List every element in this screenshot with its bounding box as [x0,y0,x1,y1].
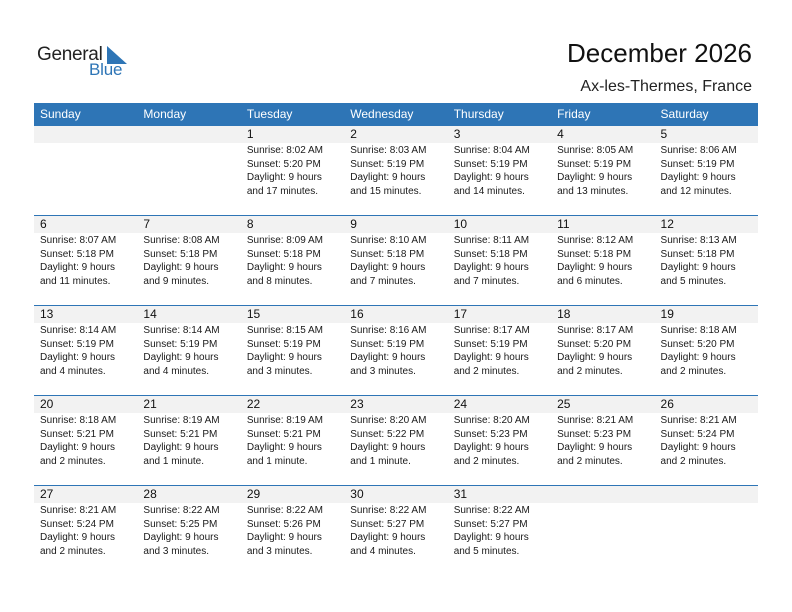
daylight-text: Daylight: 9 hours [350,442,426,453]
sunset-text: Sunset: 5:23 PM [453,428,528,440]
calendar-day-cell [448,126,551,215]
calendar-day-cell [344,216,447,305]
day-sun-info [454,324,530,378]
daylight-minutes-text: and 15 minutes. [350,185,422,197]
daylight-minutes-text: and 1 minute. [246,455,308,467]
sunrise-text: Sunrise: 8:13 AM [660,235,737,246]
sunset-text: Sunset: 5:19 PM [453,338,528,350]
sunset-text: Sunset: 5:19 PM [40,338,114,350]
calendar-day-cell [655,126,758,215]
day-number: 5 [660,127,668,141]
day-number: 18 [557,307,571,321]
page-title: December 2026 [567,38,752,68]
daylight-minutes-text: and 5 minutes. [453,545,520,557]
calendar-day-cell [655,216,758,305]
daylight-minutes-text: and 5 minutes. [660,275,727,287]
daylight-minutes-text: and 4 minutes. [143,365,210,377]
weekday-monday: Monday [143,107,187,121]
weekday-saturday: Saturday [660,107,709,121]
logo-blue-text: Blue [89,60,123,79]
sunrise-text: Sunrise: 8:17 AM [453,325,530,336]
daylight-text: Daylight: 9 hours [453,172,529,183]
calendar-day-cell [551,396,654,485]
daylight-text: Daylight: 9 hours [40,442,116,453]
day-sun-info [350,234,426,288]
day-sun-info [557,414,633,468]
sunset-text: Sunset: 5:19 PM [660,158,735,170]
daylight-text: Daylight: 9 hours [660,442,736,453]
sunrise-text: Sunrise: 8:20 AM [453,415,530,426]
sunrise-text: Sunrise: 8:03 AM [350,145,427,156]
daylight-text: Daylight: 9 hours [246,442,322,453]
sunset-text: Sunset: 5:24 PM [40,518,114,530]
sunset-text: Sunset: 5:27 PM [453,518,528,530]
calendar-day-cell [241,306,344,395]
calendar-day-cell [241,216,344,305]
daylight-text: Daylight: 9 hours [246,262,322,273]
daylight-minutes-text: and 1 minute. [350,455,411,467]
calendar-day-cell [344,396,447,485]
daylight-minutes-text: and 3 minutes. [143,545,210,557]
daylight-text: Daylight: 9 hours [246,532,322,543]
sunrise-text: Sunrise: 8:10 AM [350,235,427,246]
calendar-day-cell [344,306,447,395]
sunset-text: Sunset: 5:24 PM [660,428,735,440]
day-number: 22 [246,397,261,411]
sunset-text: Sunset: 5:23 PM [557,428,632,440]
daylight-text: Daylight: 9 hours [350,262,426,273]
day-number: 28 [143,487,157,501]
day-sun-info [143,414,219,468]
daylight-text: Daylight: 9 hours [143,442,219,453]
day-number: 23 [350,397,364,411]
sunset-text: Sunset: 5:18 PM [350,248,425,260]
calendar-week-row [34,125,758,215]
day-sun-info [557,144,633,198]
sunrise-text: Sunrise: 8:04 AM [453,145,530,156]
day-sun-info [454,234,529,288]
day-sun-info [350,144,426,198]
day-number: 17 [453,307,468,321]
calendar-week-row [34,215,758,305]
daylight-text: Daylight: 9 hours [557,352,633,363]
day-number: 3 [453,127,461,141]
sunrise-text: Sunrise: 8:16 AM [350,325,427,336]
daylight-minutes-text: and 11 minutes. [40,275,111,287]
sunrise-text: Sunrise: 8:22 AM [453,505,530,516]
weekday-thursday: Thursday [453,107,504,121]
sunset-text: Sunset: 5:18 PM [557,248,632,260]
day-sun-info [247,504,323,558]
day-header-band [551,486,654,503]
daylight-text: Daylight: 9 hours [557,262,633,273]
sunrise-text: Sunrise: 8:05 AM [557,145,634,156]
calendar-empty-cell [551,486,654,575]
day-number: 1 [246,127,254,141]
daylight-text: Daylight: 9 hours [557,442,633,453]
daylight-minutes-text: and 2 minutes. [660,455,727,467]
daylight-text: Daylight: 9 hours [453,442,529,453]
day-number: 13 [40,307,54,321]
daylight-text: Daylight: 9 hours [660,172,736,183]
sunset-text: Sunset: 5:19 PM [350,338,425,350]
daylight-minutes-text: and 7 minutes. [350,275,416,287]
day-number: 6 [40,217,47,231]
sunset-text: Sunset: 5:26 PM [246,518,321,530]
day-sun-info [143,504,219,558]
sunrise-text: Sunrise: 8:20 AM [350,415,427,426]
day-number: 25 [557,397,571,411]
day-sun-info [661,414,737,468]
sunset-text: Sunset: 5:21 PM [40,428,114,440]
day-number: 2 [350,127,357,141]
calendar-day-cell [448,216,551,305]
logo-general-text: General [37,44,103,65]
day-header-band [137,216,240,233]
sunset-text: Sunset: 5:25 PM [143,518,218,530]
calendar-day-cell [448,486,551,575]
daylight-minutes-text: and 9 minutes. [143,275,210,287]
day-number: 8 [246,217,254,231]
day-sun-info [350,504,426,558]
day-sun-info [247,324,323,378]
calendar-day-cell [137,396,240,485]
daylight-minutes-text: and 3 minutes. [246,545,313,557]
daylight-text: Daylight: 9 hours [660,352,736,363]
day-number: 12 [660,217,674,231]
day-number: 26 [660,397,674,411]
calendar-day-cell [655,306,758,395]
calendar-empty-cell [34,126,137,215]
sunrise-text: Sunrise: 8:14 AM [40,325,117,336]
day-number: 11 [557,217,570,231]
sunrise-text: Sunrise: 8:22 AM [246,505,323,516]
calendar-day-cell [551,126,654,215]
calendar-empty-cell [655,486,758,575]
sunset-text: Sunset: 5:19 PM [246,338,321,350]
calendar-day-cell [344,126,447,215]
sunset-text: Sunset: 5:18 PM [143,248,218,260]
sunrise-text: Sunrise: 8:21 AM [660,415,737,426]
daylight-minutes-text: and 6 minutes. [557,275,623,287]
daylight-text: Daylight: 9 hours [246,172,322,183]
day-sun-info [247,414,323,468]
day-sun-info [454,414,530,468]
day-number: 10 [453,217,468,231]
day-sun-info [247,234,323,288]
day-number: 4 [557,127,564,141]
sunrise-text: Sunrise: 8:17 AM [557,325,634,336]
day-header-band [34,126,137,143]
sunrise-text: Sunrise: 8:15 AM [246,325,323,336]
daylight-minutes-text: and 1 minute. [143,455,205,467]
calendar-day-cell [344,486,447,575]
day-header-band [344,126,447,143]
day-sun-info [40,414,116,468]
logo [37,44,137,80]
daylight-minutes-text: and 4 minutes. [350,545,416,557]
day-sun-info [40,234,116,288]
calendar-day-cell [448,306,551,395]
day-sun-info [350,324,426,378]
day-sun-info [661,144,737,198]
calendar-empty-cell [137,126,240,215]
weekday-sunday: Sunday [40,107,81,121]
day-number: 14 [143,307,157,321]
daylight-minutes-text: and 14 minutes. [453,185,525,197]
sunset-text: Sunset: 5:19 PM [143,338,218,350]
daylight-text: Daylight: 9 hours [143,352,219,363]
daylight-minutes-text: and 4 minutes. [40,365,106,377]
day-sun-info [661,234,737,288]
daylight-minutes-text: and 2 minutes. [453,365,520,377]
daylight-text: Daylight: 9 hours [453,352,529,363]
sunset-text: Sunset: 5:19 PM [453,158,528,170]
daylight-minutes-text: and 7 minutes. [453,275,520,287]
sunset-text: Sunset: 5:18 PM [246,248,321,260]
day-sun-info [454,504,530,558]
daylight-minutes-text: and 13 minutes. [557,185,629,197]
sunrise-text: Sunrise: 8:02 AM [246,145,323,156]
calendar-week-row [34,485,758,575]
sunrise-text: Sunrise: 8:22 AM [350,505,427,516]
day-number: 9 [350,217,357,231]
calendar-day-cell [34,396,137,485]
weekday-tuesday: Tuesday [246,107,293,121]
day-sun-info [40,324,116,378]
calendar-day-cell [551,306,654,395]
daylight-text: Daylight: 9 hours [557,172,633,183]
weekday-friday: Friday [557,107,591,121]
calendar-day-cell [241,486,344,575]
day-number: 15 [246,307,261,321]
weekday-header [34,103,758,125]
calendar-week-row [34,305,758,395]
daylight-minutes-text: and 2 minutes. [557,365,623,377]
daylight-text: Daylight: 9 hours [453,532,529,543]
day-header-band [241,216,344,233]
sunrise-text: Sunrise: 8:12 AM [557,235,634,246]
daylight-minutes-text: and 17 minutes. [246,185,319,197]
calendar-day-cell [137,486,240,575]
daylight-minutes-text: and 2 minutes. [453,455,520,467]
calendar-day-cell [241,126,344,215]
sunset-text: Sunset: 5:19 PM [557,158,632,170]
daylight-minutes-text: and 2 minutes. [557,455,623,467]
day-number: 7 [143,217,151,231]
sunrise-text: Sunrise: 8:06 AM [660,145,737,156]
day-header-band [551,126,654,143]
daylight-text: Daylight: 9 hours [350,532,426,543]
daylight-text: Daylight: 9 hours [660,262,736,273]
sunset-text: Sunset: 5:18 PM [453,248,528,260]
daylight-text: Daylight: 9 hours [350,352,426,363]
daylight-minutes-text: and 2 minutes. [40,455,106,467]
day-header-band [34,216,137,233]
weekday-wednesday: Wednesday [350,107,414,121]
sunrise-text: Sunrise: 8:22 AM [143,505,220,516]
calendar-day-cell [241,396,344,485]
sunrise-text: Sunrise: 8:07 AM [40,235,117,246]
day-number: 20 [40,397,54,411]
day-sun-info [143,234,219,288]
sunset-text: Sunset: 5:19 PM [350,158,425,170]
day-number: 30 [350,487,364,501]
daylight-minutes-text: and 3 minutes. [246,365,313,377]
day-sun-info [557,324,633,378]
day-header-band [655,486,758,503]
calendar-day-cell [34,486,137,575]
day-sun-info [454,144,530,198]
calendar-day-cell [34,216,137,305]
day-sun-info [557,234,633,288]
sunset-text: Sunset: 5:20 PM [557,338,632,350]
day-header-band [448,126,551,143]
daylight-minutes-text: and 2 minutes. [40,545,106,557]
sunrise-text: Sunrise: 8:19 AM [143,415,220,426]
day-number: 29 [246,487,261,501]
day-header-band [344,216,447,233]
sunset-text: Sunset: 5:22 PM [350,428,425,440]
daylight-minutes-text: and 8 minutes. [246,275,313,287]
daylight-text: Daylight: 9 hours [246,352,322,363]
sunset-text: Sunset: 5:20 PM [660,338,735,350]
day-number: 16 [350,307,364,321]
daylight-text: Daylight: 9 hours [143,262,219,273]
sunrise-text: Sunrise: 8:18 AM [660,325,737,336]
day-header-band [655,126,758,143]
daylight-text: Daylight: 9 hours [40,262,116,273]
sunrise-text: Sunrise: 8:21 AM [557,415,634,426]
day-number: 19 [660,307,674,321]
calendar-day-cell [448,396,551,485]
calendar-day-cell [655,396,758,485]
daylight-text: Daylight: 9 hours [350,172,426,183]
day-header-band [241,126,344,143]
day-number: 31 [453,487,468,501]
day-number: 21 [143,397,157,411]
calendar-day-cell [551,216,654,305]
sunrise-text: Sunrise: 8:19 AM [246,415,323,426]
calendar-week-row [34,395,758,485]
sunrise-text: Sunrise: 8:14 AM [143,325,220,336]
daylight-text: Daylight: 9 hours [143,532,219,543]
calendar-day-cell [137,216,240,305]
sunset-text: Sunset: 5:21 PM [246,428,321,440]
location-label: Ax-les-Thermes, France [580,78,752,95]
sunrise-text: Sunrise: 8:08 AM [143,235,220,246]
day-sun-info [143,324,219,378]
sunrise-text: Sunrise: 8:11 AM [453,235,530,246]
day-sun-info [247,144,323,198]
sunrise-text: Sunrise: 8:21 AM [40,505,117,516]
day-sun-info [40,504,116,558]
day-number: 27 [40,487,54,501]
sunset-text: Sunset: 5:20 PM [246,158,321,170]
sunrise-text: Sunrise: 8:09 AM [246,235,323,246]
daylight-text: Daylight: 9 hours [40,352,116,363]
calendar-day-cell [137,306,240,395]
day-sun-info [661,324,737,378]
calendar-day-cell [34,306,137,395]
daylight-minutes-text: and 12 minutes. [660,185,732,197]
sunset-text: Sunset: 5:21 PM [143,428,218,440]
sunset-text: Sunset: 5:27 PM [350,518,425,530]
day-sun-info [350,414,426,468]
daylight-text: Daylight: 9 hours [453,262,529,273]
daylight-text: Daylight: 9 hours [40,532,116,543]
day-number: 24 [453,397,468,411]
daylight-minutes-text: and 3 minutes. [350,365,416,377]
sunset-text: Sunset: 5:18 PM [40,248,114,260]
sunset-text: Sunset: 5:18 PM [660,248,735,260]
daylight-minutes-text: and 2 minutes. [660,365,727,377]
sunrise-text: Sunrise: 8:18 AM [40,415,117,426]
day-header-band [137,126,240,143]
